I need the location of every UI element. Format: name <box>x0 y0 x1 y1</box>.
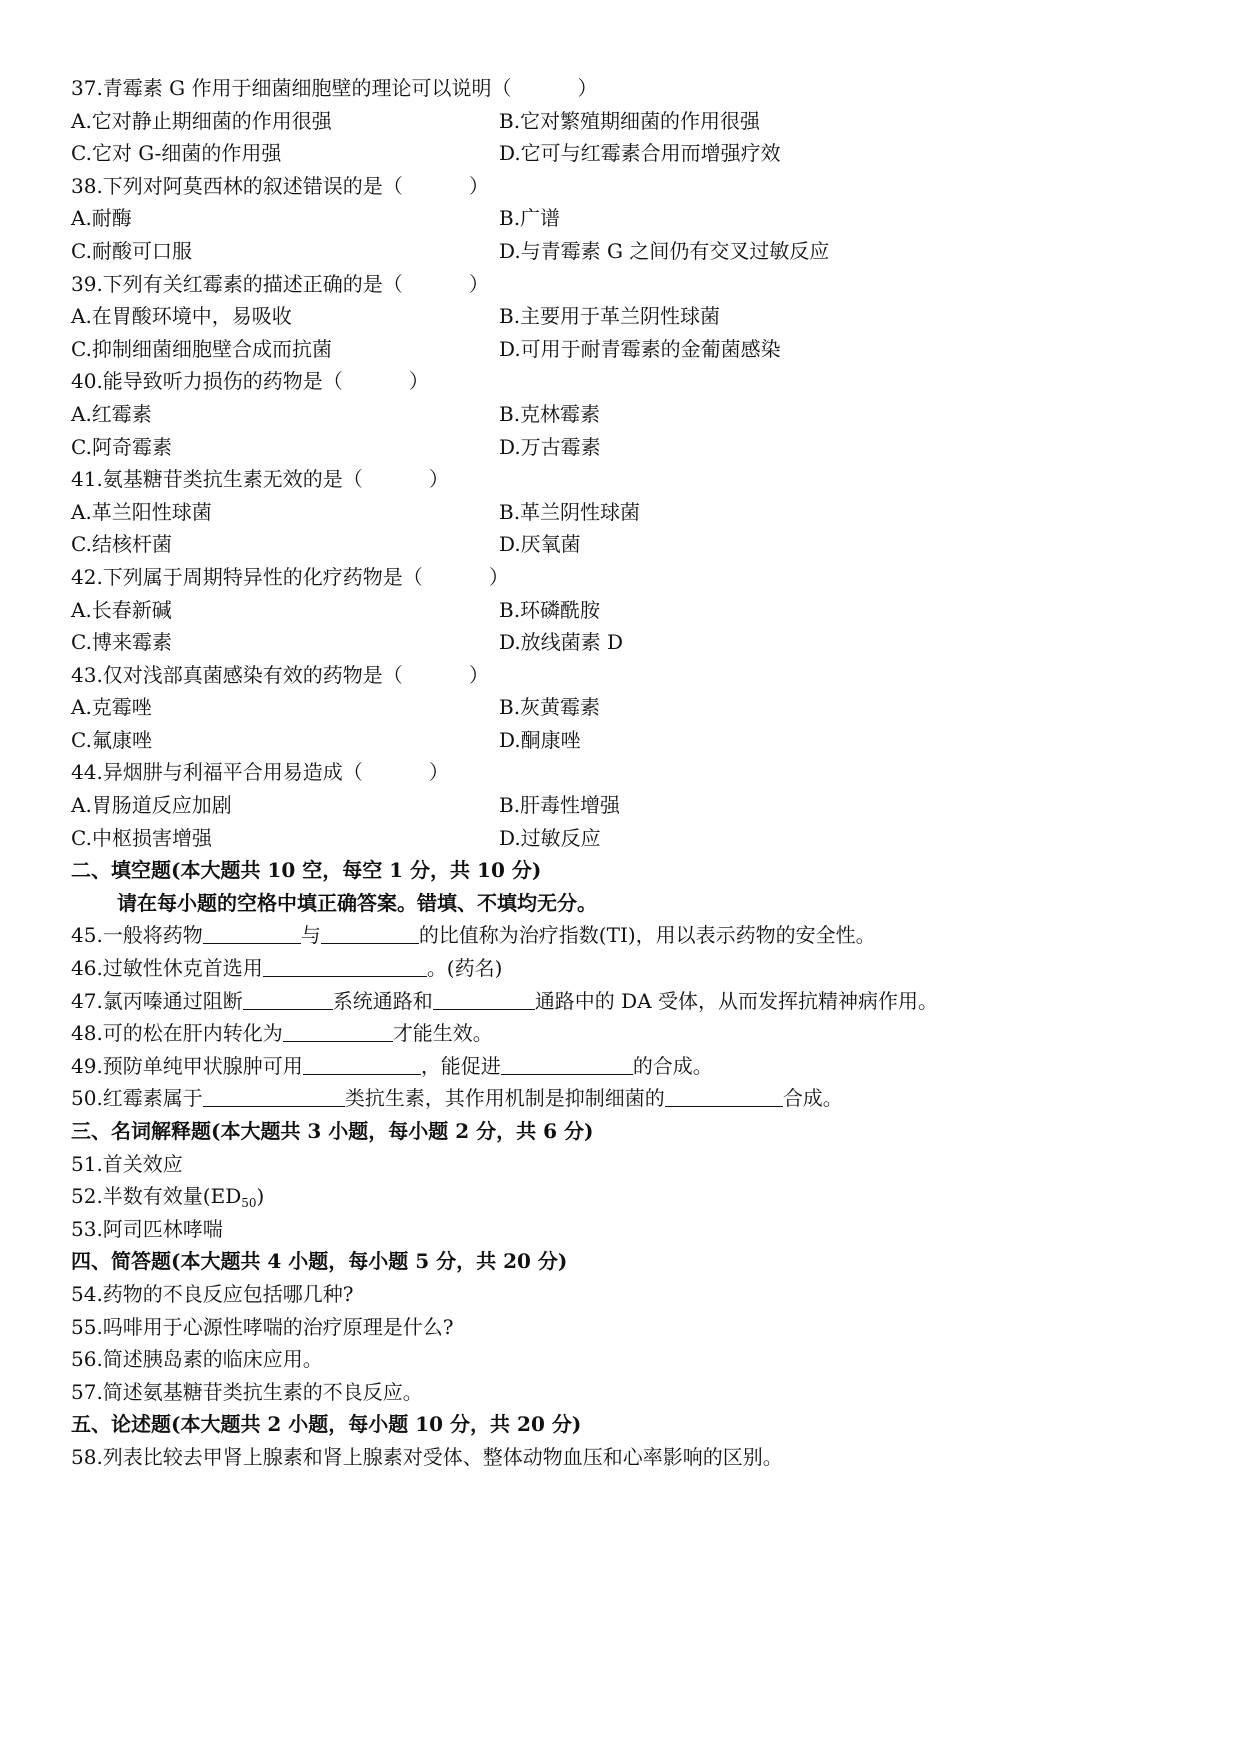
question-46 <box>71 952 1171 985</box>
section-instruction: 请在每小题的空格中填正确答案。错填、不填均无分。 <box>117 890 597 915</box>
option-b: B.主要用于革兰阴性球菌 <box>499 304 721 329</box>
answer-blank[interactable] <box>433 989 535 1010</box>
option-c: C.它对 G-细菌的作用强 <box>71 141 282 166</box>
question-38 <box>71 170 1171 203</box>
question-stem: 38.下列对阿莫西林的叙述错误的是（ <box>71 173 403 198</box>
question-text: 的合成。 <box>632 1053 713 1078</box>
question-text: ，能促进 <box>420 1053 501 1078</box>
option-b: B.革兰阴性球菌 <box>499 499 641 524</box>
question-53: 53.阿司匹林哮喘 <box>71 1216 223 1241</box>
option-a: A.长春新碱 <box>71 597 172 622</box>
question-paren-close: ） <box>468 662 489 687</box>
exam-page <box>71 72 1171 1474</box>
question-text: 通路中的 DA 受体，从而发挥抗精神病作用。 <box>534 988 939 1013</box>
option-c: C.氟康唑 <box>71 727 152 752</box>
section-heading-essay: 五、论述题(本大题共 2 小题，每小题 10 分，共 20 分) <box>71 1412 582 1437</box>
options-row <box>71 691 1171 724</box>
option-a: A.在胃酸环境中，易吸收 <box>71 304 292 329</box>
question-text: 47.氯丙嗪通过阻断 <box>71 988 243 1013</box>
option-c: C.抑制细菌细胞壁合成而抗菌 <box>71 336 332 361</box>
question-58: 58.列表比较去甲肾上腺素和肾上腺素对受体、整体动物血压和心率影响的区别。 <box>71 1444 783 1469</box>
question-text: 系统通路和 <box>332 988 433 1013</box>
question-stem: 39.下列有关红霉素的描述正确的是（ <box>71 271 403 296</box>
question-paren-close: ） <box>577 76 598 100</box>
question-51: 51.首关效应 <box>71 1151 183 1176</box>
option-a: A.耐酶 <box>71 206 132 231</box>
options-row <box>71 822 1171 855</box>
question-stem: 43.仅对浅部真菌感染有效的药物是（ <box>71 662 403 687</box>
question-44 <box>71 756 1171 789</box>
option-c: C.阿奇霉素 <box>71 434 172 459</box>
question-text: ) <box>256 1184 265 1209</box>
question-text: 52.半数有效量(ED <box>71 1184 242 1209</box>
option-d: D.放线菌素 D <box>499 630 624 655</box>
question-paren-close: ） <box>428 467 449 492</box>
section-heading-short: 四、简答题(本大题共 4 小题，每小题 5 分，共 20 分) <box>71 1249 568 1274</box>
option-d: D.万古霉素 <box>499 434 601 459</box>
question-paren-close: ） <box>488 564 509 589</box>
section-heading-terms: 三、名词解释题(本大题共 3 小题，每小题 2 分，共 6 分) <box>71 1119 594 1143</box>
short-answer-section <box>71 1245 1171 1408</box>
options-row <box>71 105 1171 138</box>
question-56: 56.简述胰岛素的临床应用。 <box>71 1347 323 1372</box>
options-row <box>71 789 1171 822</box>
question-39 <box>71 268 1171 301</box>
question-text: 。(药名) <box>426 956 503 981</box>
question-text: 46.过敏性休克首选用 <box>71 956 263 981</box>
question-41 <box>71 463 1171 496</box>
question-48 <box>71 1017 1171 1050</box>
answer-blank[interactable] <box>665 1086 783 1107</box>
question-stem: 40.能导致听力损伤的药物是（ <box>71 369 343 394</box>
question-stem: 37.青霉素 G 作用于细菌细胞壁的理论可以说明（ <box>71 76 512 100</box>
option-d: D.与青霉素 G 之间仍有交叉过敏反应 <box>499 238 830 263</box>
options-row <box>71 626 1171 659</box>
question-paren-close: ） <box>468 173 489 198</box>
option-c: C.中枢损害增强 <box>71 825 212 850</box>
option-b: B.它对繁殖期细菌的作用很强 <box>499 108 761 133</box>
option-b: B.灰黄霉素 <box>499 695 601 720</box>
options-row <box>71 137 1171 170</box>
question-43 <box>71 659 1171 692</box>
question-text: 才能生效。 <box>392 1021 493 1046</box>
option-a: A.克霉唑 <box>71 695 152 720</box>
question-50 <box>71 1082 1171 1115</box>
answer-blank[interactable] <box>203 1086 345 1107</box>
options-row <box>71 431 1171 464</box>
subscript: 50 <box>241 1196 257 1211</box>
question-49 <box>71 1050 1171 1083</box>
option-a: A.它对静止期细菌的作用很强 <box>71 108 332 133</box>
fill-blank-section <box>71 854 1171 1115</box>
option-c: C.博来霉素 <box>71 630 172 655</box>
question-text: 与 <box>300 923 321 948</box>
option-a: A.革兰阳性球菌 <box>71 499 212 524</box>
question-text: 的比值称为治疗指数(TI)，用以表示药物的安全性。 <box>418 923 876 948</box>
option-d: D.它可与红霉素合用而增强疗效 <box>499 141 781 166</box>
options-row <box>71 724 1171 757</box>
question-paren-close: ） <box>408 369 429 394</box>
question-57: 57.简述氨基糖苷类抗生素的不良反应。 <box>71 1379 423 1404</box>
option-b: B.克林霉素 <box>499 401 601 426</box>
question-text: 48.可的松在肝内转化为 <box>71 1021 283 1046</box>
answer-blank[interactable] <box>303 1054 421 1075</box>
section-heading-fill: 二、填空题(本大题共 10 空，每空 1 分，共 10 分) <box>71 858 542 883</box>
question-text: 45.一般将药物 <box>71 923 203 948</box>
question-52 <box>71 1180 1171 1213</box>
question-42 <box>71 561 1171 594</box>
options-row <box>71 594 1171 627</box>
answer-blank[interactable] <box>203 923 301 944</box>
option-d: D.酮康唑 <box>499 727 581 752</box>
answer-blank[interactable] <box>283 1021 393 1042</box>
answer-blank[interactable] <box>501 1054 633 1075</box>
options-row <box>71 398 1171 431</box>
option-b: B.肝毒性增强 <box>499 793 621 818</box>
question-text: 49.预防单纯甲状腺肿可用 <box>71 1053 303 1078</box>
answer-blank[interactable] <box>243 989 333 1010</box>
question-47 <box>71 985 1171 1018</box>
question-text: 类抗生素，其作用机制是抑制细菌的 <box>344 1086 665 1111</box>
option-b: B.环磷酰胺 <box>499 597 601 622</box>
options-row <box>71 496 1171 529</box>
answer-blank[interactable] <box>321 923 419 944</box>
option-a: A.胃肠道反应加剧 <box>71 793 232 818</box>
question-stem: 44.异烟肼与利福平合用易造成（ <box>71 760 363 785</box>
question-stem: 41.氨基糖苷类抗生素无效的是（ <box>71 467 363 492</box>
question-text: 合成。 <box>782 1086 843 1111</box>
option-d: D.过敏反应 <box>499 825 601 850</box>
question-paren-close: ） <box>428 760 449 785</box>
options-row <box>71 235 1171 268</box>
question-paren-close: ） <box>468 271 489 296</box>
option-b: B.广谱 <box>499 206 561 231</box>
option-d: D.可用于耐青霉素的金葡菌感染 <box>499 336 781 361</box>
option-d: D.厌氧菌 <box>499 532 581 557</box>
option-a: A.红霉素 <box>71 401 152 426</box>
mcq-section <box>71 72 1171 854</box>
question-54: 54.药物的不良反应包括哪几种? <box>71 1281 354 1306</box>
question-40 <box>71 365 1171 398</box>
option-c: C.耐酸可口服 <box>71 238 192 263</box>
question-45 <box>71 919 1171 952</box>
question-text: 50.红霉素属于 <box>71 1086 203 1111</box>
options-row <box>71 333 1171 366</box>
essay-section <box>71 1408 1171 1473</box>
answer-blank[interactable] <box>263 956 427 977</box>
options-row <box>71 202 1171 235</box>
options-row <box>71 528 1171 561</box>
question-stem: 42.下列属于周期特异性的化疗药物是（ <box>71 564 423 589</box>
option-c: C.结核杆菌 <box>71 532 172 557</box>
question-37 <box>71 72 1171 105</box>
terms-section <box>71 1115 1171 1245</box>
question-55: 55.吗啡用于心源性哮喘的治疗原理是什么? <box>71 1314 454 1339</box>
options-row <box>71 300 1171 333</box>
